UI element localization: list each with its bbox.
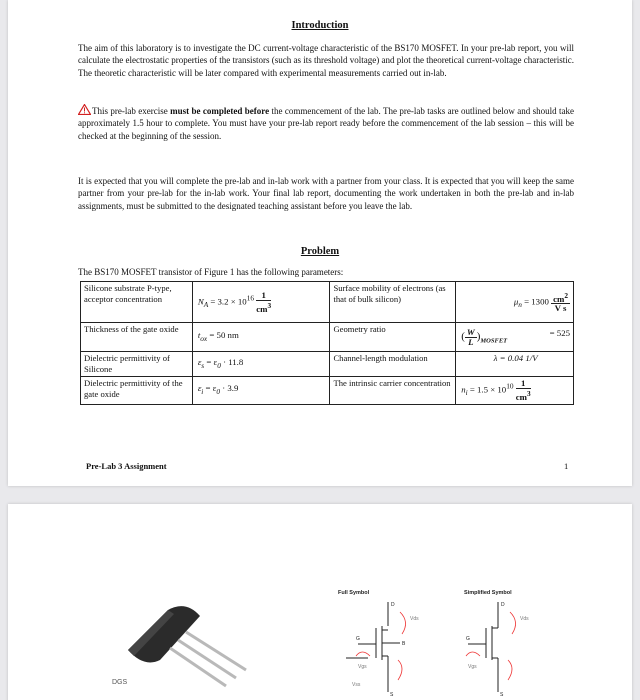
svg-text:D: D	[501, 602, 505, 608]
param-value: $n_i = 1.5 \times 10^{10}$ $\frac{1}{cm^3}$	[456, 377, 574, 405]
param-label: Channel-length modulation	[330, 352, 456, 377]
footer-title: Pre-Lab 3 Assignment	[86, 461, 167, 471]
svg-text:Vds: Vds	[410, 616, 419, 622]
svg-text:S: S	[390, 692, 394, 698]
param-label: Surface mobility of electrons (as that of bulk silicon)	[330, 282, 456, 323]
caption-full-symbol: Full Symbol	[338, 590, 370, 596]
param-value: λ = 0.04 1/V	[456, 352, 574, 377]
document-page-2	[8, 504, 632, 700]
svg-text:G: G	[356, 636, 360, 642]
parameters-table	[80, 281, 574, 405]
warning-icon	[78, 104, 91, 115]
svg-text:Vds: Vds	[520, 616, 529, 622]
intro-paragraph-aim: The aim of this laboratory is to investigate the DC current-voltage characteristic of the BS170 MOSFET. In your pre-lab report, you will calculate the electrostatic properties of the transistors (such as its threshold voltage) and plot the theoretical current-voltage characteristic. The theoretic characteristic will be later compared with experimental measurements carried out in-lab.	[78, 43, 574, 78]
mosfet-simplified-symbol	[448, 596, 558, 700]
table-row	[81, 323, 574, 352]
param-label: Silicone substrate P-type, acceptor concentration	[81, 282, 193, 323]
intro-paragraph-partner: It is expected that you will complete the pre-lab and in-lab work with a partner from your class. It is expected that you will keep the same partner from your pre-lab for the in-lab work. Your final lab report, documenting the work undertaken in both the pre-lab and in-lab assignments, must be submitted to the designated teaching assistant before you leave the lab.	[78, 176, 574, 211]
pin-labels: DGS	[112, 679, 128, 686]
introduction-heading: Introduction	[291, 20, 349, 31]
bs170-package-image	[108, 590, 258, 700]
document-page-1	[8, 0, 632, 486]
caption-simplified-symbol: Simplified Symbol	[464, 590, 512, 596]
svg-text:S: S	[500, 692, 504, 698]
param-label: Dielectric permittivity of the gate oxide	[81, 377, 193, 405]
param-label: Thickness of the gate oxide	[81, 323, 193, 352]
svg-text:Vgs: Vgs	[358, 664, 367, 670]
param-value: ( $\frac{W}{L}$ )$_{MOSFET}$ = 525	[456, 323, 574, 352]
table-intro: The BS170 MOSFET transistor of Figure 1 has the following parameters:	[78, 267, 344, 277]
mosfet-full-symbol	[338, 596, 448, 700]
param-label: Geometry ratio	[330, 323, 456, 352]
param-value: $\varepsilon_i = \varepsilon_0 \cdot 3.9$	[192, 377, 330, 405]
page-number: 1	[564, 461, 569, 471]
svg-text:Vss: Vss	[352, 682, 361, 688]
param-value: $N_A = 3.2 \times 10^{16}$ $\frac{1}{cm^3}$	[192, 282, 330, 323]
svg-text:D: D	[391, 602, 395, 608]
param-label: Dielectric permittivity of Silicone	[81, 352, 193, 377]
prelab-emphasis: must be completed before	[170, 106, 270, 116]
table-row	[81, 282, 574, 323]
svg-text:B: B	[402, 641, 406, 647]
param-label: The intrinsic carrier concentration	[330, 377, 456, 405]
svg-text:G: G	[466, 636, 470, 642]
table-row	[81, 352, 574, 377]
problem-heading: Problem	[300, 246, 340, 257]
prelab-text-start: This pre-lab exercise	[92, 106, 171, 116]
svg-text:Vgs: Vgs	[468, 664, 477, 670]
table-row	[81, 377, 574, 405]
param-value: $\varepsilon_s = \varepsilon_0 \cdot 11.8$	[192, 352, 330, 377]
param-value: $t_{ox} = 50$ nm	[192, 323, 330, 352]
param-value: $\mu_n = 1300$ $\frac{cm^2}{\text{V s}}$	[456, 282, 574, 323]
prelab-text-end: the commencement of the lab. The pre-lab tasks are outlined below and should take approximately 1.5 hour to complete. You must have your pre-lab report ready before the commencement of the lab session – this will be checked at the beginning of the session.	[78, 106, 574, 141]
intro-paragraph-prelab	[78, 104, 574, 142]
